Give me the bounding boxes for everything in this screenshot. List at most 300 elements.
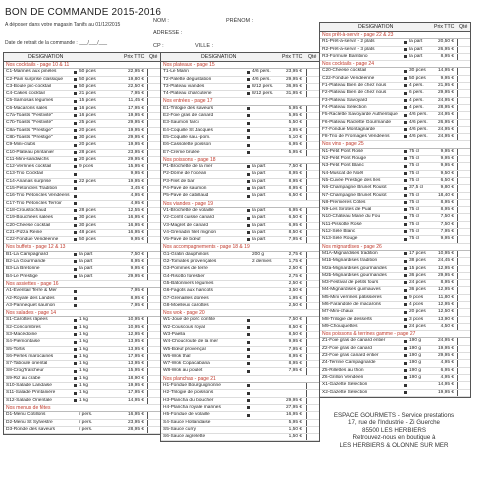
item-unit: 24 pces bbox=[409, 323, 426, 329]
quantity-input[interactable] bbox=[147, 252, 160, 258]
quantity-input[interactable] bbox=[306, 274, 319, 280]
item-price: 9,95 € bbox=[130, 237, 144, 243]
item-price: 9,95 € bbox=[440, 163, 454, 169]
quantity-input[interactable] bbox=[457, 346, 470, 352]
quantity-input[interactable] bbox=[457, 156, 470, 162]
item-name: N11-Pissotte Rosé bbox=[322, 221, 362, 227]
quantity-input[interactable] bbox=[457, 76, 470, 82]
table-row bbox=[4, 237, 160, 244]
quantity-input[interactable] bbox=[306, 339, 319, 345]
item-price: 3,50 € bbox=[288, 288, 302, 294]
item-name: G4-Risotto forestier bbox=[163, 273, 205, 279]
quantity-input[interactable] bbox=[457, 295, 470, 301]
item-price: 36,95 € bbox=[285, 83, 302, 89]
table-row bbox=[161, 171, 319, 178]
table-row bbox=[161, 142, 319, 149]
quantity-input[interactable] bbox=[147, 84, 160, 90]
quantity-input[interactable] bbox=[147, 390, 160, 396]
item-name: V4-Grenadin filet mignon bbox=[163, 229, 217, 235]
quantity-input[interactable] bbox=[306, 193, 319, 199]
item-name: G5-Bâtonniers légumes bbox=[163, 280, 214, 286]
quantity-input[interactable] bbox=[457, 47, 470, 53]
item-name: Z4-Terrine Campagnarde bbox=[322, 360, 376, 366]
quantity-input[interactable] bbox=[147, 259, 160, 265]
table-row bbox=[320, 382, 470, 389]
quantity-input[interactable] bbox=[306, 106, 319, 112]
bullet-icon bbox=[74, 144, 77, 147]
quantity-input[interactable] bbox=[306, 215, 319, 221]
table-row bbox=[4, 120, 160, 127]
table-row bbox=[161, 368, 319, 375]
quantity-input[interactable] bbox=[306, 347, 319, 353]
table-row bbox=[4, 427, 160, 434]
item-name: C16-Trio Pétoncles Vendéens bbox=[6, 193, 70, 199]
quantity-input[interactable] bbox=[457, 324, 470, 330]
bullet-icon bbox=[404, 179, 407, 182]
bullet-icon bbox=[404, 340, 407, 343]
item-name: A1-Eventail Terre & Mer bbox=[6, 288, 57, 294]
quantity-input[interactable] bbox=[147, 120, 160, 126]
item-name: S10-Salade Landaise bbox=[6, 383, 52, 389]
bullet-icon bbox=[247, 355, 250, 358]
item-unit: 75 cl bbox=[409, 221, 420, 227]
postal-code-field[interactable]: CP : bbox=[153, 43, 164, 49]
item-unit: la part bbox=[409, 53, 423, 59]
quantity-input[interactable] bbox=[147, 157, 160, 163]
section-title: Nos viandes - page 19 bbox=[161, 201, 319, 208]
quantity-input[interactable] bbox=[457, 163, 470, 169]
bullet-icon bbox=[404, 194, 407, 197]
quantity-input[interactable] bbox=[147, 91, 160, 97]
section-title: Nos entrées - page 17 bbox=[161, 98, 319, 105]
item-name: H5-Fondue de volaille bbox=[163, 412, 210, 418]
quantity-input[interactable] bbox=[457, 236, 470, 242]
quantity-input[interactable] bbox=[147, 354, 160, 360]
quantity-input[interactable] bbox=[457, 193, 470, 199]
table-row bbox=[4, 376, 160, 383]
quantity-input[interactable] bbox=[306, 237, 319, 243]
item-name: C9-Mini-clubs bbox=[6, 142, 36, 148]
item-name: W2-Couscous royal bbox=[163, 324, 205, 330]
table-row bbox=[4, 390, 160, 397]
table-row bbox=[161, 179, 319, 186]
item-name: M9-Chouquettes bbox=[322, 323, 358, 329]
item-price: 24,95 € bbox=[437, 338, 454, 344]
quantity-input[interactable] bbox=[306, 427, 319, 433]
item-price: 1,50 € bbox=[288, 434, 302, 440]
quantity-input[interactable] bbox=[147, 215, 160, 221]
quantity-input[interactable] bbox=[147, 179, 160, 185]
table-header bbox=[320, 23, 470, 32]
table-row bbox=[161, 332, 319, 339]
quantity-input[interactable] bbox=[147, 171, 160, 177]
quantity-input[interactable] bbox=[147, 296, 160, 302]
bullet-icon bbox=[74, 129, 77, 132]
quantity-input[interactable] bbox=[306, 390, 319, 396]
quantity-input[interactable] bbox=[457, 83, 470, 89]
bullet-icon bbox=[404, 369, 407, 372]
quantity-input[interactable] bbox=[306, 361, 319, 367]
quantity-input[interactable] bbox=[306, 288, 319, 294]
item-price: 7,50 € bbox=[440, 221, 454, 227]
bullet-icon bbox=[247, 107, 250, 110]
name-field[interactable]: NOM : bbox=[153, 18, 169, 24]
quantity-input[interactable] bbox=[457, 214, 470, 220]
table-row bbox=[161, 120, 319, 127]
quantity-input[interactable] bbox=[457, 185, 470, 191]
item-price: 7,95 € bbox=[130, 288, 144, 294]
bullet-icon bbox=[247, 399, 250, 402]
item-price: 1,50 € bbox=[288, 426, 302, 432]
quantity-input[interactable] bbox=[306, 420, 319, 426]
bullet-icon bbox=[404, 55, 407, 58]
item-name: W6-Wok thaï bbox=[163, 353, 191, 359]
quantity-input[interactable] bbox=[306, 150, 319, 156]
quantity-input[interactable] bbox=[306, 142, 319, 148]
quantity-input[interactable] bbox=[147, 128, 160, 134]
quantity-input[interactable] bbox=[147, 347, 160, 353]
item-price: 7,95 € bbox=[440, 229, 454, 235]
item-name: A3-Pannequet saumon bbox=[6, 302, 56, 308]
quantity-input[interactable] bbox=[457, 105, 470, 111]
item-price: 5,95 € bbox=[288, 149, 302, 155]
table-row bbox=[4, 383, 160, 390]
item-unit: 4/6 pers. bbox=[409, 134, 428, 140]
quantity-input[interactable] bbox=[306, 398, 319, 404]
table-row bbox=[4, 288, 160, 295]
item-unit: 190 g bbox=[409, 367, 422, 373]
quantity-input[interactable] bbox=[457, 90, 470, 96]
item-price: 12,95 € bbox=[437, 301, 454, 307]
quantity-input[interactable] bbox=[147, 113, 160, 119]
quantity-input[interactable] bbox=[306, 128, 319, 134]
table-row bbox=[320, 390, 470, 397]
item-name: C22-Fondue Vendéenne bbox=[6, 237, 59, 243]
price-header: Prix TTC bbox=[282, 54, 303, 60]
quantity-input[interactable] bbox=[147, 325, 160, 331]
pickup-date-line: Date de retrait de la commande : ___/___/___ bbox=[5, 40, 108, 46]
quantity-input[interactable] bbox=[306, 332, 319, 338]
quantity-input[interactable] bbox=[306, 296, 319, 302]
quantity-input[interactable] bbox=[306, 208, 319, 214]
quantity-input[interactable] bbox=[147, 420, 160, 426]
quantity-input[interactable] bbox=[306, 120, 319, 126]
bullet-icon bbox=[74, 290, 77, 293]
bullet-icon bbox=[74, 209, 77, 212]
item-name: M2b-Mignardises gourmandes bbox=[322, 272, 387, 278]
quantity-input[interactable] bbox=[457, 229, 470, 235]
table-row bbox=[4, 420, 160, 427]
quantity-input[interactable] bbox=[147, 339, 160, 345]
item-unit: 28 pces bbox=[79, 149, 96, 155]
item-name: C10-Plateau printanier bbox=[6, 149, 54, 155]
table-row bbox=[320, 273, 470, 280]
quantity-input[interactable] bbox=[147, 412, 160, 418]
item-price: 22,50 € bbox=[127, 83, 144, 89]
item-price: 27,95 € bbox=[285, 404, 302, 410]
item-price: 19,95 € bbox=[127, 383, 144, 389]
item-name: P3-Filet de bar bbox=[163, 178, 195, 184]
item-name: B4-Le Prestige bbox=[6, 273, 38, 279]
table-row bbox=[161, 69, 319, 76]
quantity-input[interactable] bbox=[147, 368, 160, 374]
quantity-input[interactable] bbox=[306, 259, 319, 265]
quantity-input[interactable] bbox=[306, 69, 319, 75]
item-name: X2-Gazette Sélection bbox=[322, 389, 368, 395]
quantity-input[interactable] bbox=[306, 317, 319, 323]
item-unit: 22 pces bbox=[79, 178, 96, 184]
quantity-input[interactable] bbox=[306, 354, 319, 360]
quantity-input[interactable] bbox=[147, 361, 160, 367]
item-price: 7,95 € bbox=[288, 368, 302, 374]
bullet-icon bbox=[404, 347, 407, 350]
quantity-input[interactable] bbox=[457, 98, 470, 104]
item-name: D1-Menu Cotillons bbox=[6, 412, 46, 418]
item-name: H2-Trilogie de poissons bbox=[163, 390, 214, 396]
quantity-input[interactable] bbox=[457, 375, 470, 381]
item-name: S4-Sauce Hollandaise bbox=[163, 419, 211, 425]
table-row bbox=[4, 77, 160, 84]
item-price: 8,95 € bbox=[130, 295, 144, 301]
quantity-input[interactable] bbox=[147, 274, 160, 280]
quantity-input[interactable] bbox=[306, 77, 319, 83]
quantity-input[interactable] bbox=[457, 353, 470, 359]
bullet-icon bbox=[247, 238, 250, 241]
quantity-input[interactable] bbox=[147, 201, 160, 207]
quantity-input[interactable] bbox=[306, 230, 319, 236]
item-name: N9-Les Sirotes de Pual bbox=[322, 207, 372, 213]
quantity-input[interactable] bbox=[457, 266, 470, 272]
quantity-input[interactable] bbox=[147, 303, 160, 309]
quantity-input[interactable] bbox=[457, 382, 470, 388]
quantity-input[interactable] bbox=[147, 164, 160, 170]
quantity-input[interactable] bbox=[147, 98, 160, 104]
item-unit: la part bbox=[79, 273, 93, 279]
bullet-icon bbox=[404, 376, 407, 379]
item-unit: 4 pers. bbox=[409, 97, 424, 103]
item-price: 6,95 € bbox=[288, 207, 302, 213]
quantity-input[interactable] bbox=[306, 84, 319, 90]
table-row bbox=[320, 287, 470, 294]
quantity-input[interactable] bbox=[147, 332, 160, 338]
item-unit: 16 pces bbox=[79, 105, 96, 111]
item-price: 17,95 € bbox=[127, 105, 144, 111]
quantity-input[interactable] bbox=[147, 383, 160, 389]
table-row bbox=[320, 134, 470, 141]
item-price: 6,95 € bbox=[288, 222, 302, 228]
item-name: S9-Riz au crabe bbox=[6, 375, 41, 381]
quantity-input[interactable] bbox=[147, 77, 160, 83]
table-row bbox=[320, 200, 470, 207]
quantity-input[interactable] bbox=[147, 106, 160, 112]
quantity-input[interactable] bbox=[306, 91, 319, 97]
item-price: 7,50 € bbox=[440, 214, 454, 220]
quantity-input[interactable] bbox=[306, 412, 319, 418]
quantity-input[interactable] bbox=[457, 134, 470, 140]
bullet-icon bbox=[74, 304, 77, 307]
table-row bbox=[320, 83, 470, 90]
bullet-icon bbox=[404, 165, 407, 168]
quantity-input[interactable] bbox=[457, 171, 470, 177]
city-field[interactable]: VILLE : bbox=[195, 43, 214, 49]
item-price: 4,95 € bbox=[130, 200, 144, 206]
item-price: 2,75 € bbox=[288, 251, 302, 257]
quantity-input[interactable] bbox=[147, 376, 160, 382]
item-name: S3-Macédoine bbox=[6, 331, 37, 337]
bullet-icon bbox=[74, 151, 77, 154]
quantity-input[interactable] bbox=[147, 223, 160, 229]
item-name: S12-Salade Orientale bbox=[6, 397, 52, 403]
item-price: 14,95 € bbox=[127, 397, 144, 403]
quantity-input[interactable] bbox=[457, 309, 470, 315]
address-field[interactable]: ADRESSE : bbox=[153, 30, 183, 36]
quantity-input[interactable] bbox=[457, 200, 470, 206]
quantity-input[interactable] bbox=[457, 338, 470, 344]
table-row bbox=[4, 368, 160, 375]
item-name: C22-Fondue Vendéenne bbox=[322, 75, 375, 81]
quantity-input[interactable] bbox=[457, 317, 470, 323]
table-row bbox=[320, 236, 470, 243]
quantity-input[interactable] bbox=[457, 54, 470, 60]
quantity-input[interactable] bbox=[306, 281, 319, 287]
quantity-input[interactable] bbox=[147, 186, 160, 192]
bullet-icon bbox=[404, 303, 407, 306]
table-row bbox=[320, 76, 470, 83]
quantity-input[interactable] bbox=[306, 135, 319, 141]
table-row bbox=[4, 135, 160, 142]
table-row bbox=[320, 266, 470, 273]
quantity-input[interactable] bbox=[147, 142, 160, 148]
quantity-input[interactable] bbox=[147, 208, 160, 214]
quantity-input[interactable] bbox=[457, 251, 470, 257]
quantity-input[interactable] bbox=[306, 164, 319, 170]
bullet-icon bbox=[74, 195, 77, 198]
quantity-input[interactable] bbox=[457, 258, 470, 264]
item-unit: la part bbox=[409, 39, 423, 45]
item-name: N6-Champagne Brunet Roulot bbox=[322, 185, 387, 191]
item-price: 7,50 € bbox=[130, 251, 144, 257]
quantity-input[interactable] bbox=[306, 325, 319, 331]
quantity-input[interactable] bbox=[306, 368, 319, 374]
item-name: M3-Festival de petits fours bbox=[322, 280, 379, 286]
quantity-input[interactable] bbox=[457, 360, 470, 366]
item-unit: 50 pces bbox=[79, 83, 96, 89]
quantity-input[interactable] bbox=[457, 68, 470, 74]
item-unit: 1 kg bbox=[79, 361, 89, 367]
quantity-input[interactable] bbox=[147, 288, 160, 294]
item-price: 16,95 € bbox=[127, 222, 144, 228]
item-unit: la part bbox=[79, 259, 93, 265]
item-price: 29,95 € bbox=[285, 397, 302, 403]
quantity-input[interactable] bbox=[147, 135, 160, 141]
quantity-input[interactable] bbox=[457, 207, 470, 213]
item-name: C20-Cheese cocktail bbox=[6, 222, 51, 228]
item-unit: 4/6 pers. bbox=[409, 126, 428, 132]
table-row bbox=[4, 266, 160, 273]
quantity-input[interactable] bbox=[147, 398, 160, 404]
item-price: 2,50 € bbox=[288, 280, 302, 286]
item-name: S4-Piémontaise bbox=[6, 339, 40, 345]
quantity-input[interactable] bbox=[306, 303, 319, 309]
bullet-icon bbox=[247, 136, 250, 139]
item-unit: 1 kg bbox=[79, 339, 89, 345]
table-row bbox=[320, 178, 470, 185]
item-name: G3-Pommes de terre bbox=[163, 266, 208, 272]
quantity-input[interactable] bbox=[306, 434, 319, 440]
quantity-input[interactable] bbox=[457, 112, 470, 118]
table-row bbox=[161, 84, 319, 91]
quantity-input[interactable] bbox=[457, 287, 470, 293]
quantity-input[interactable] bbox=[147, 237, 160, 243]
item-price: 9,95 € bbox=[130, 171, 144, 177]
item-price: 8,95 € bbox=[440, 207, 454, 213]
quantity-input[interactable] bbox=[457, 302, 470, 308]
firstname-field[interactable]: PRÉNOM : bbox=[226, 18, 254, 24]
table-row bbox=[161, 434, 319, 441]
bullet-icon bbox=[247, 92, 250, 95]
table-row bbox=[161, 128, 319, 135]
item-price: 7,95 € bbox=[130, 91, 144, 97]
quantity-input[interactable] bbox=[147, 427, 160, 433]
quantity-input[interactable] bbox=[147, 317, 160, 323]
quantity-input[interactable] bbox=[147, 69, 160, 75]
item-name: N8-Premières Côtes bbox=[322, 199, 366, 205]
quantity-input[interactable] bbox=[147, 193, 160, 199]
quantity-input[interactable] bbox=[306, 383, 319, 389]
item-unit: la part bbox=[79, 266, 93, 272]
bullet-icon bbox=[404, 77, 407, 80]
table-row bbox=[320, 302, 470, 309]
quantity-input[interactable] bbox=[306, 223, 319, 229]
quantity-input[interactable] bbox=[306, 405, 319, 411]
item-price: 29,95 € bbox=[285, 76, 302, 82]
quantity-input[interactable] bbox=[306, 266, 319, 272]
quantity-input[interactable] bbox=[306, 179, 319, 185]
quantity-input[interactable] bbox=[306, 186, 319, 192]
quantity-input[interactable] bbox=[147, 230, 160, 236]
quantity-input[interactable] bbox=[457, 390, 470, 396]
table-row bbox=[161, 427, 319, 434]
quantity-input[interactable] bbox=[457, 120, 470, 126]
bullet-icon bbox=[247, 414, 250, 417]
quantity-input[interactable] bbox=[457, 273, 470, 279]
item-price: 18,90 € bbox=[127, 375, 144, 381]
quantity-input[interactable] bbox=[147, 150, 160, 156]
quantity-input[interactable] bbox=[457, 222, 470, 228]
item-name: F8-Trio de Fromages Vendéens bbox=[322, 134, 390, 140]
quantity-input[interactable] bbox=[457, 280, 470, 286]
quantity-input[interactable] bbox=[457, 368, 470, 374]
quantity-input[interactable] bbox=[306, 171, 319, 177]
quantity-input[interactable] bbox=[306, 252, 319, 258]
quantity-input[interactable] bbox=[457, 127, 470, 133]
section-title: Nos buffets - page 12 & 13 bbox=[4, 244, 160, 251]
item-name: E6-Cassolette poisson bbox=[163, 142, 211, 148]
bullet-icon bbox=[404, 318, 407, 321]
table-row bbox=[161, 106, 319, 113]
quantity-input[interactable] bbox=[457, 149, 470, 155]
item-price: 6,50 € bbox=[440, 177, 454, 183]
quantity-input[interactable] bbox=[147, 266, 160, 272]
item-unit: la part bbox=[252, 164, 266, 170]
bullet-icon bbox=[74, 253, 77, 256]
item-name: G6-Fagots aux haricots bbox=[163, 288, 213, 294]
quantity-input[interactable] bbox=[457, 178, 470, 184]
quantity-input[interactable] bbox=[457, 39, 470, 45]
item-name: M7-Mini-chaux bbox=[322, 309, 354, 315]
designation-header: DESIGNATION bbox=[201, 54, 237, 60]
quantity-input[interactable] bbox=[306, 113, 319, 119]
